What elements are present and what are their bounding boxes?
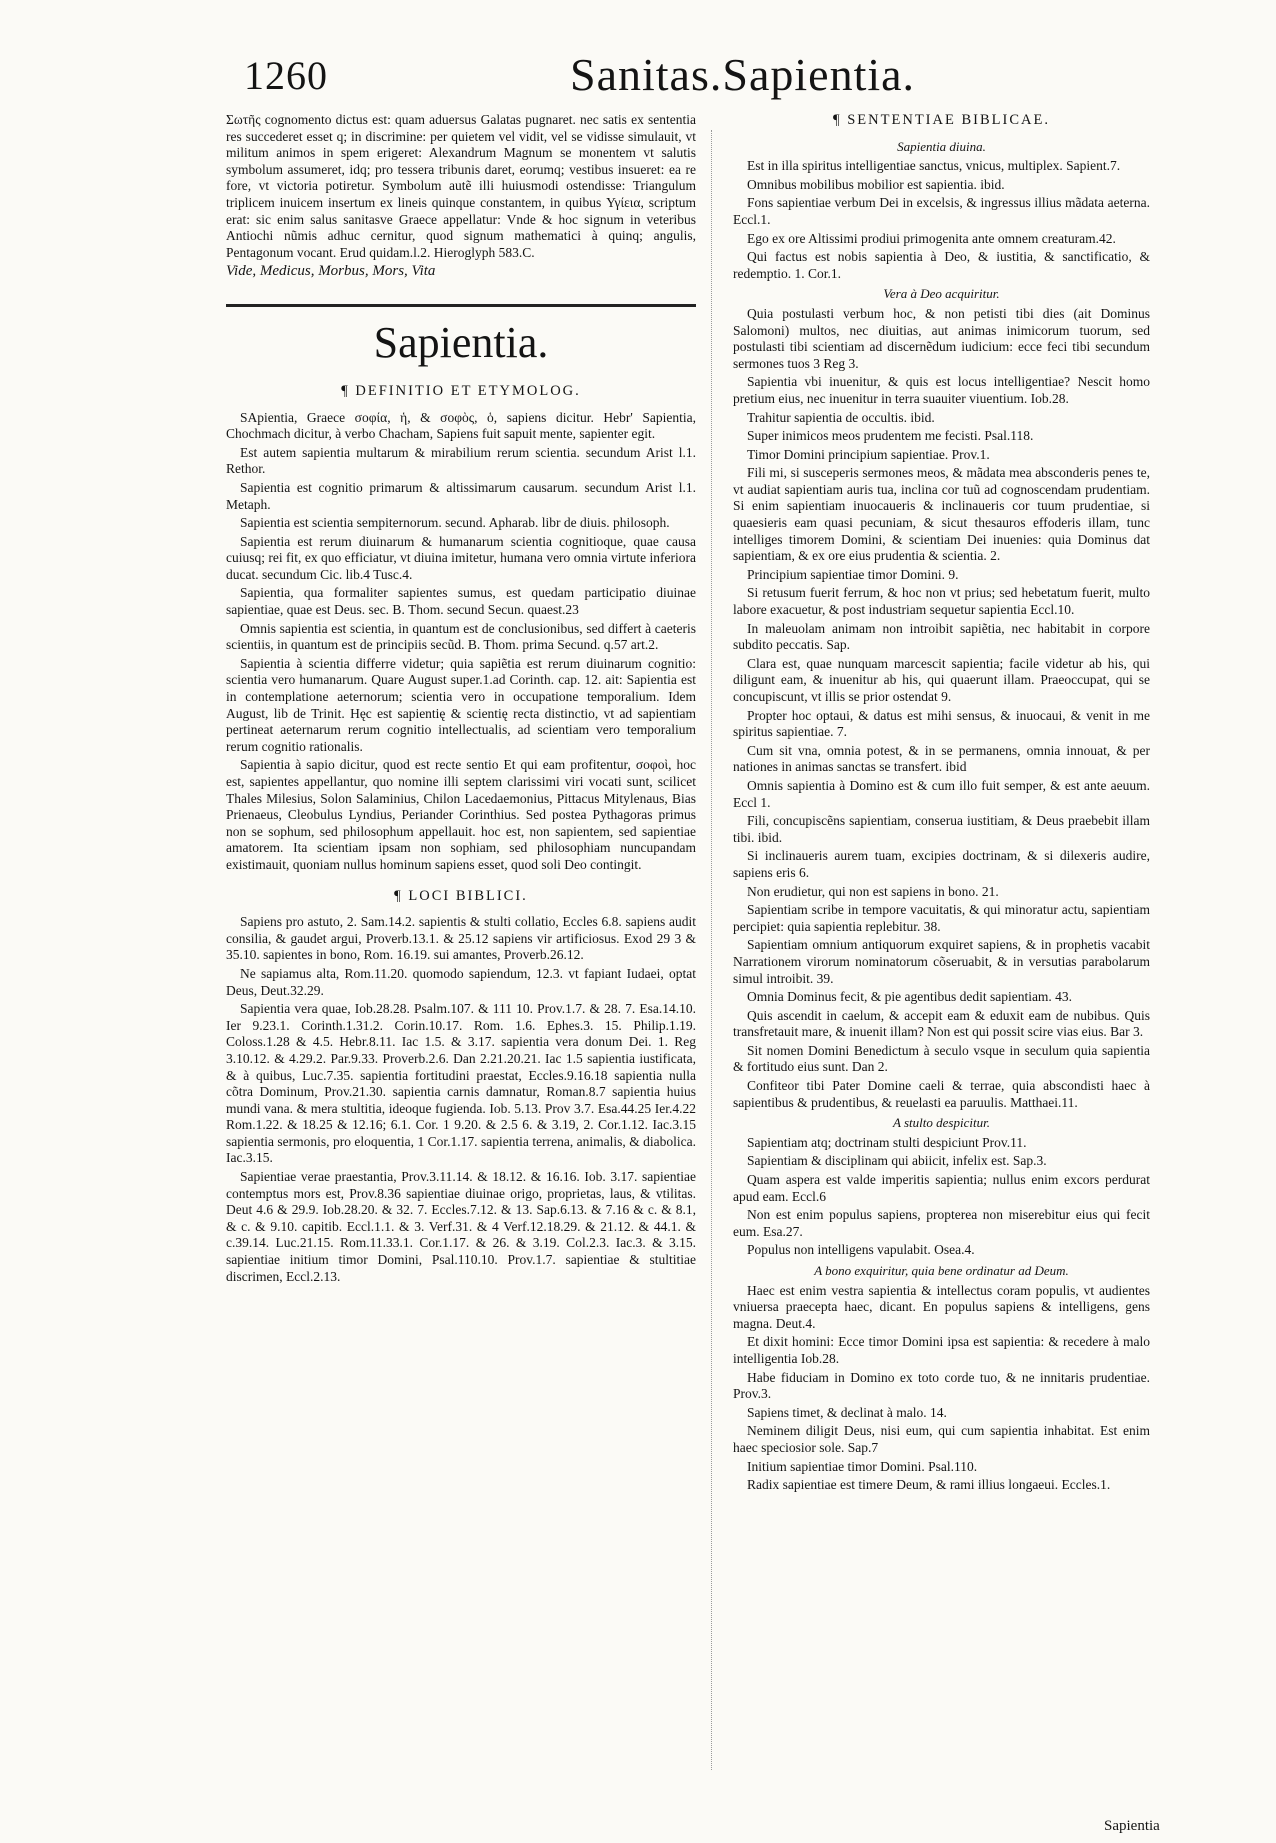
definition-paragraph: Sapientia à sapio dicitur, quod est recte sentio Et qui eam profitentur, σοφοὶ, hoc est, sapientes appellantur, quo nomine illi septem clarissimi viri vocati sunt, scilicet Thales Milesius, Solon Salaminius, Chilon Lacedaemonius, Pittacus Mitylenaus, Bias Prienaeus, Cleobulus Lyndius, Periander Corinthius. Sed postea Pythagoras primus non se sophum, sed philosophum appellauit. hoc est, non sapientem, sed sapientiae amatorem. Ita scientiam ipsam non sophiam, sed philosophiam nuncupandam existimauit, quoniam nullus hominum sapiens esset, quod soli Deo contingit. [226, 757, 696, 872]
sententia: Non est enim populus sapiens, propterea non miserebitur eius qui fecit eum. Esa.27. [733, 1207, 1150, 1239]
sententia: Sapiens timet, & declinat à malo. 14. [747, 1404, 947, 1420]
definition-paragraph: Est autem sapientia multarum & mirabilium rerum scientia. secundum Arist l.1. Rethor. [226, 444, 696, 477]
sententia: Ego ex ore Altissimi prodiui primogenita ante omnem creaturam.42. [747, 230, 1116, 246]
sententia: Quam aspera est valde imperitis sapientia; nullus enim excors perdurat apud eam. Eccl.6 [733, 1172, 1150, 1204]
loci-paragraph: Ne sapiamus alta, Rom.11.20. quomodo sapiendum, 12.3. vt fapiant Iudaei, optat Deus, Deut.32.29. [226, 965, 696, 998]
sententia: Principium sapientiae timor Domini. 9. [747, 566, 959, 582]
sententia: Cum sit vna, omnia potest, & in se permanens, omnia innouat, & per nationes in animas sanctas se transfert. ibid [733, 742, 1150, 775]
sententia: Sit nomen Domini Benedictum à seculo vsque in seculum quia sapientia & fortitudo eius sunt. Dan 2. [733, 1042, 1150, 1075]
sententia: Fons sapientiae verbum Dei in excelsis, & ingressus illius mãdata aeterna. Eccl.1. [733, 195, 1150, 227]
sententia: Radix sapientiae est timere Deum, & rami illius longaeui. Eccles.1. [747, 1477, 1111, 1493]
sanitas-paragraph: Σωτῆς cognomento dictus est: quam aduersus Galatas pugnaret. nec satis ex sententia res succederet esset q; in discrimine: per quietem vel vidit, vel se vidisse simulauit, vt militum animos in spem erigeret: Alexandrum Magnum se monentem vt salutis symbolum assumeret, idq; pro tessera tribunis daret, eorumq; vestibus insueret: ea re fore, vt victoria potiretur. Symbolum autẽ illi huiusmodi ostendisse: Triangulum triplicem inuicem insertum ex lineis quinque constantem, in quibus Υγίεια, scriptum erat: sic enim salus sanitasve Graece appellatur: Vnde & hoc signum in veteribus Antiochi nũmis adhuc cernitur, quod signum mathematici à quinq; angulis, Pentagonum vocant. Erud quidam.l.2. Hieroglyph 583.C. [226, 112, 696, 260]
sententia: Quia postulasti verbum hoc, & non petisti tibi dies (ait Dominus Salomoni) multos, nec diuitias, aut animas inimicorum tuorum, sed postulasti tibi scientiam ad discernẽdum iudicium: ecce feci tibi secundum sermones tuos 3 Reg 3. [733, 305, 1150, 371]
sententia: Quis ascendit in caelum, & accepit eam & eduxit eam de nubibus. Quis transfretauit mare, & inuenit illam? Non est qui possit scire vias eius. Bar 3. [733, 1007, 1150, 1040]
sententia: Sapientiam & disciplinam qui abiicit, infelix est. Sap.3. [747, 1153, 1047, 1169]
sententia: Super inimicos meos prudentem me fecisti. Psal.118. [747, 428, 1034, 444]
subheading: A stulto despicitur. [893, 1115, 990, 1131]
definition-paragraph: Sapientia est rerum diuinarum & humanarum scientia cognitioque, quae causa cuiusq; rei fit, ex quo efficiatur, vt diuina imitetur, humana vero omnia virtute inferiora ducat. secundum Cic. lib.4 Tusc.4. [226, 533, 696, 582]
subheading: Vera à Deo acquiritur. [883, 286, 1000, 302]
sententia: In maleuolam animam non introibit sapiẽtia, nec habitabit in corpore subdito peccatis. Sap. [733, 620, 1150, 653]
sententia: Sapientiam atq; doctrinam stulti despiciunt Prov.11. [747, 1134, 1027, 1150]
entry-title: Sapientia. [373, 317, 549, 367]
subheading: A bono exquiritur, quia bene ordinatur ad Deum. [814, 1263, 1069, 1278]
column-divider [711, 130, 712, 1770]
loci-paragraph: Sapiens pro astuto, 2. Sam.14.2. sapientis & stulti collatio, Eccles 6.8. sapiens audit consilia, & gaudet argui, Proverb.13.1. & 25.12 sapiens vir artificiosus. Exod 29 3 & 35.10. sapientes in bono, Rom. 16.19. sui amantes, Proverb.26.12. [226, 914, 696, 963]
sententia: Et dixit homini: Ecce timor Domini ipsa est sapientia: & recedere à malo intelligentia Iob.28. [733, 1334, 1150, 1366]
subheading: Sapientia diuina. [897, 138, 986, 154]
sententia: Si retusum fuerit ferrum, & hoc non vt prius; sed hebetatum fuerit, multo labore exacuetur, & post industriam sequetur sapientia Eccl.10. [733, 585, 1150, 618]
definition-paragraph: Sapientia à scientia differre videtur; quia sapiẽtia est rerum diuinarum cognitio: scientia vero humanarum. Quare August super.1.ad Corinth. cap. 12. ait: Sapientia est in contemplatione aeternorum; scientia vero in occupatione temporalium. Idem August, lib de Trinit. Hęc est sapientię & scientię recta distinctio, vt ad sapientiam pertineat aeternarum rerum cognitio intellectualis, ad scientiam vero temporalium rerum cognitio rationalis. [226, 655, 696, 754]
definition-paragraph: Sapientia est cognitio primarum & altissimarum causarum. secundum Arist l.1. Metaph. [226, 479, 696, 512]
loci-paragraph: Sapientia vera quae, Iob.28.28. Psalm.107. & 111 10. Prov.1.7. & 28. 7. Esa.14.10. Ier 9.23.1. Corinth.1.31.2. Corin.10.17. Rom. 1.6. Ephes.3. 15. Philip.1.19. Coloss.1.28 & 4.5. Hebr.8.11. Iac 1.5. & 3.17. sapientia vera donum Dei. 1. Reg 3.10.12. & 4.29.2. Par.9.33. Proverb.2.6. Dan 2.21.20.21. Iac 1.5 sapientia iustificata, & à quibus, Luc.7.35. sapientia fortitudini praestat, Eccles.9.16.18 sapientia nulla cõtra Dominum, Prov.21.30. sapientia carnis damnatur, Roman.8.7 sapientia huius mundi vana. & mera stultitia, ideoque fugienda. Iob. 5.13. Prov 3.7. Esa.44.25 Ier.4.22 Rom.1.22. & 18.25 & 12.16; 6.1. Cor. 1 9.20. & 2.5 6. & 3.19, 2. Cor.1.12. Iac.3.15 sapientia sermonis, pro eloquentia, 1 Cor.1.17. sapientia terrena, animalis, & diabolica. Iac.3.15. [226, 1001, 696, 1166]
definition-paragraph: SApientia, Graece σοφία, ἡ, & σοφὸς, ὁ, sapiens dicitur. Hebr' Sapientia, Chochmach dicitur, à verbo Chacham, Sapiens fuit sapuit mente, sapienter egit. [226, 409, 696, 442]
sententia: Propter hoc optaui, & datus est mihi sensus, & inuocaui, & venit in me spiritus sapientiae. 7. [733, 707, 1150, 740]
sententia: Neminem diligit Deus, nisi eum, qui cum sapientia inhabitat. Est enim haec speciosior sole. Sap.7 [733, 1423, 1150, 1455]
sententia: Timor Domini principium sapientiae. Prov.1. [747, 446, 990, 462]
running-title: Sanitas.Sapientia. [570, 49, 916, 100]
sententia: Trahitur sapientia de occultis. ibid. [747, 409, 935, 425]
sententia: Est in illa spiritus intelligentiae sanctus, vnicus, multiplex. Sapient.7. [747, 158, 1121, 174]
sententia: Habe fiduciam in Domino ex toto corde tuo, & ne innitaris prudentiae. Prov.3. [733, 1369, 1150, 1402]
sententia: Fili, concupiscẽns sapientiam, conserua iustitiam, & Deus praebebit illam tibi. ibid. [733, 813, 1150, 845]
sententia: Sapientia vbi inuenitur, & quis est locus intelligentiae? Nescit homo pretium eius, nec inuenitur in terra suauiter viuentium. Iob.28. [733, 374, 1150, 406]
sententia: Non erudietur, qui non est sapiens in bono. 21. [747, 883, 999, 899]
sententia: Clara est, quae nunquam marcescit sapientia; facile videtur ab his, qui diligunt eam, & inuenitur ab his, qui quaerunt illam. Praeoccupat, qui se concupiscunt, vt illis se prior ostendat 9. [733, 655, 1150, 704]
definition-paragraph: Omnis sapientia est scientia, in quantum est de conclusionibus, sed differt à caeteris scientiis, in quantum est de principiis secũd. B. Thom. prima Secund. q.57 art.2. [226, 620, 696, 653]
sententia: Haec est enim vestra sapientia & intellectus coram populis, vt audientes vniuersa praecepta haec, dicant. En populus sapiens & intelligens, gens magna. Deut.4. [733, 1282, 1150, 1331]
loci-paragraph: Sapientiae verae praestantia, Prov.3.11.14. & 18.12. & 16.16. Iob. 3.17. sapientiae contemptus mors est, Prov.8.36 sapientiae diuinae origo, proprietas, laus, & vtilitas. Deut 4.6 & 29.9. Iob.28.20. & 32. 7. Eccles.7.12. & 13. Sap.6.13. & 7.16 & c. & 8.1, & c. & 9.10. capitib. Eccl.1.1. & 3. Verf.31. & 4 Verf.12.18.29. & 21.12. & 44.1. & c.39.14. Luc.21.15. Rom.11.33.1. Cor.1.17. & 26. & 3.19. Col.2.3. Iac.3. & 3.15. sapientiae initium timor Domini, Psal.110.10. Prov.1.7. sapientiae & stultitiae discrimen, Eccl.2.13. [226, 1169, 696, 1284]
sententia: Omnibus mobilibus mobilior est sapientia. ibid. [747, 176, 1005, 192]
sententia: Confiteor tibi Pater Domine caeli & terrae, quia abscondisti haec à sapientibus & prudentibus, & reuelasti ea paruulis. Matthaei.11. [733, 1078, 1150, 1110]
sententia: Omnis sapientia à Domino est & cum illo fuit semper, & est ante aeuum. Eccl 1. [733, 777, 1150, 810]
right-column [733, 112, 1150, 1496]
sententia: Populus non intelligens vapulabit. Osea.4. [747, 1242, 975, 1258]
cross-reference: Vide, Medicus, Morbus, Mors, Vita [226, 263, 436, 280]
page-number: 1260 [244, 53, 328, 98]
sententia: Fili mi, si susceperis sermones meos, & mãdata mea absconderis penes te, vt audiat sapientiam auris tua, inclina cor tuũ ad cognoscendam prudentiam. Si enim sapientiam inuocaueris & inclinaueris cor tuum prudentiae, si quaesieris eam quasi pecuniam, & sicut thesauros effoderis illam, tunc intelliges timorem Domini, & scientiam Dei inuenies: quia Dominus dat sapientiam, & ex ore eius prudentia & scientia. 2. [733, 465, 1150, 564]
sententia: Sapientiam scribe in tempore vacuitatis, & qui minoratur actu, sapientiam percipiet: quia sapientia replebitur. 38. [733, 902, 1150, 934]
sententia: Initium sapientiae timor Domini. Psal.110. [747, 1458, 978, 1474]
sententia: Si inclinaueris aurem tuam, excipies doctrinam, & si dilexeris audire, sapiens eris 6. [733, 848, 1150, 880]
definition-paragraph: Sapientia, qua formaliter sapientes sumus, est quedam participatio diuinae sapientiae, quae est Deus. sec. B. Thom. secund Secun. quaest.23 [226, 585, 696, 618]
catchword: Sapientia [1104, 1818, 1160, 1834]
sententia: Omnia Dominus fecit, & pie agentibus dedit sapientiam. 43. [747, 989, 1073, 1005]
left-column [226, 112, 696, 1287]
loci-biblici-heading: ¶ LOCI BIBLICI. [394, 887, 528, 904]
sententiae-heading: ¶ SENTENTIAE BIBLICAE. [833, 112, 1050, 128]
sententia: Qui factus est nobis sapientia à Deo, & iustitia, & sanctificatio, & redemptio. 1. Cor.1. [733, 249, 1150, 281]
sententia: Sapientiam omnium antiquorum exquiret sapiens, & in prophetis vacabit Narrationem virorum nominatorum cõseruabit, & in versutias parabolarum simul introibit. 39. [733, 937, 1150, 986]
definition-heading: ¶ DEFINITIO ET ETYMOLOG. [341, 382, 581, 399]
section-rule [226, 304, 696, 307]
definition-paragraph: Sapientia est scientia sempiternorum. secund. Apharab. libr de diuis. philosoph. [240, 515, 670, 531]
